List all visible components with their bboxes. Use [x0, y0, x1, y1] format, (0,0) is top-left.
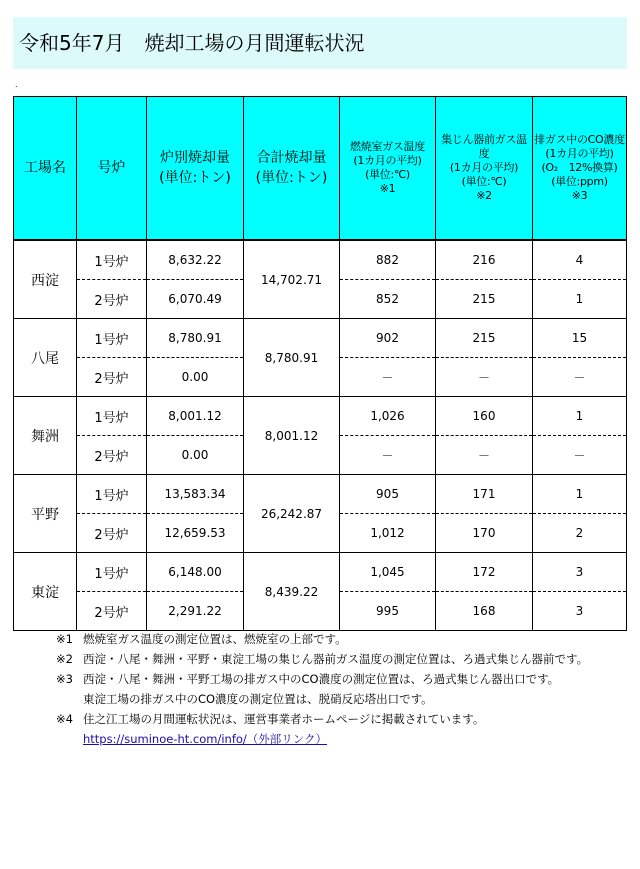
furnace-temp-cell: 1,045: [340, 553, 436, 592]
page-title: 令和5年7月 焼却工場の月間運転状況: [19, 31, 365, 55]
header-plant: 工場名: [14, 97, 77, 241]
footnote: [56, 649, 636, 669]
amount-cell: 12,659.53: [147, 514, 244, 553]
footnote-mark: ※3: [56, 672, 73, 686]
dust-temp-cell: 215: [436, 319, 533, 358]
footnote: [56, 689, 636, 709]
boiler-cell: 1号炉: [77, 475, 147, 514]
header-line: 排ガス中のCO濃度: [534, 133, 625, 146]
footnote-mark: ※2: [56, 652, 73, 666]
co-cell: 3: [533, 553, 627, 592]
boiler-cell: 1号炉: [77, 240, 147, 280]
furnace-temp-cell: 905: [340, 475, 436, 514]
footnote-text: 東淀工場の排ガス中のCO濃度の測定位置は、脱硝反応塔出口です。: [83, 692, 433, 706]
header-row: [14, 97, 627, 241]
footnote-text: 住之江工場の月間運転状況は、運営事業者ホームページに掲載されています。: [83, 712, 485, 726]
amount-cell: 13,583.34: [147, 475, 244, 514]
header-line: (単位:℃): [365, 168, 410, 181]
furnace-temp-cell: －: [340, 436, 436, 475]
amount-cell: 6,070.49: [147, 280, 244, 319]
boiler-cell: 2号炉: [77, 280, 147, 319]
header-incineration-by-furnace: [147, 97, 244, 241]
furnace-temp-cell: 1,012: [340, 514, 436, 553]
footnote: [56, 669, 636, 689]
header-co-concentration: [533, 97, 627, 241]
footnote-text: 西淀・八尾・舞洲・平野工場の排ガス中のCO濃度の測定位置は、ろ過式集じん器出口です。: [83, 672, 560, 686]
header-line: (1カ月の平均): [449, 161, 519, 174]
total-cell: 8,001.12: [244, 397, 340, 475]
header-line: (O₂ 12%換算): [541, 161, 618, 174]
boiler-cell: 2号炉: [77, 514, 147, 553]
header-line: ※2: [476, 189, 492, 202]
footnote: [56, 629, 636, 649]
header-line: (1カ月の平均): [353, 154, 422, 167]
small-dot: .: [15, 80, 18, 89]
dust-temp-cell: 172: [436, 553, 533, 592]
amount-cell: 0.00: [147, 436, 244, 475]
co-cell: 1: [533, 475, 627, 514]
table-row: [14, 319, 627, 358]
header-line: (単位:℃): [461, 175, 507, 188]
dust-temp-cell: 215: [436, 280, 533, 319]
dust-temp-cell: －: [436, 358, 533, 397]
co-cell: －: [533, 358, 627, 397]
furnace-temp-cell: 852: [340, 280, 436, 319]
table-row: [14, 397, 627, 436]
footnote-link-line: [56, 729, 636, 749]
header-line: ※3: [571, 189, 588, 202]
header-line: (単位:ppm): [551, 175, 608, 188]
co-cell: 1: [533, 280, 627, 319]
footnote-text: 西淀・八尾・舞洲・平野・東淀工場の集じん器前ガス温度の測定位置は、ろ過式集じん器前です。: [83, 652, 589, 666]
header-line: (単位:トン): [159, 170, 231, 186]
plant-name: 八尾: [14, 319, 77, 397]
amount-cell: 2,291.22: [147, 592, 244, 631]
external-link[interactable]: https://suminoe-ht.com/info/（外部リンク）: [83, 732, 328, 746]
header-line: (1カ月の平均): [545, 147, 614, 160]
co-cell: 2: [533, 514, 627, 553]
operation-table: [13, 96, 627, 631]
furnace-temp-cell: 882: [340, 240, 436, 280]
boiler-cell: 2号炉: [77, 592, 147, 631]
boiler-cell: 1号炉: [77, 553, 147, 592]
header-line: 燃焼室ガス温度: [350, 140, 425, 153]
total-cell: 14,702.71: [244, 240, 340, 319]
amount-cell: 8,632.22: [147, 240, 244, 280]
amount-cell: 6,148.00: [147, 553, 244, 592]
plant-name: 東淀: [14, 553, 77, 631]
dust-temp-cell: 216: [436, 240, 533, 280]
header-incineration-total: [244, 97, 340, 241]
boiler-cell: 1号炉: [77, 319, 147, 358]
total-cell: 8,780.91: [244, 319, 340, 397]
header-line: (単位:トン): [255, 170, 328, 186]
header-line: 合計焼却量: [256, 150, 327, 166]
header-line: 集じん器前ガス温度: [441, 133, 527, 160]
footnotes: [56, 629, 636, 749]
header-line: 炉別焼却量: [160, 150, 230, 166]
footnote-text: 燃焼室ガス温度の測定位置は、燃焼室の上部です。: [83, 632, 347, 646]
dust-temp-cell: －: [436, 436, 533, 475]
footnote-mark: ※1: [56, 632, 73, 646]
amount-cell: 8,001.12: [147, 397, 244, 436]
furnace-temp-cell: 1,026: [340, 397, 436, 436]
table-row: [14, 553, 627, 592]
plant-name: 舞洲: [14, 397, 77, 475]
furnace-temp-cell: －: [340, 358, 436, 397]
furnace-temp-cell: 902: [340, 319, 436, 358]
co-cell: 15: [533, 319, 627, 358]
boiler-cell: 1号炉: [77, 397, 147, 436]
footnote: [56, 709, 636, 729]
total-cell: 8,439.22: [244, 553, 340, 631]
co-cell: 4: [533, 240, 627, 280]
header-dust-temp: [436, 97, 533, 241]
co-cell: 3: [533, 592, 627, 631]
co-cell: 1: [533, 397, 627, 436]
co-cell: －: [533, 436, 627, 475]
boiler-cell: 2号炉: [77, 358, 147, 397]
header-line: ※1: [379, 182, 396, 195]
furnace-temp-cell: 995: [340, 592, 436, 631]
footnote-mark: ※4: [56, 712, 73, 726]
boiler-cell: 2号炉: [77, 436, 147, 475]
total-cell: 26,242.87: [244, 475, 340, 553]
title-bar: [13, 17, 627, 69]
amount-cell: 8,780.91: [147, 319, 244, 358]
dust-temp-cell: 171: [436, 475, 533, 514]
table-row: [14, 475, 627, 514]
amount-cell: 0.00: [147, 358, 244, 397]
plant-name: 平野: [14, 475, 77, 553]
header-boiler: 号炉: [77, 97, 147, 241]
table-row: [14, 240, 627, 280]
plant-name: 西淀: [14, 240, 77, 319]
header-furnace-temp: [340, 97, 436, 241]
dust-temp-cell: 168: [436, 592, 533, 631]
dust-temp-cell: 160: [436, 397, 533, 436]
dust-temp-cell: 170: [436, 514, 533, 553]
